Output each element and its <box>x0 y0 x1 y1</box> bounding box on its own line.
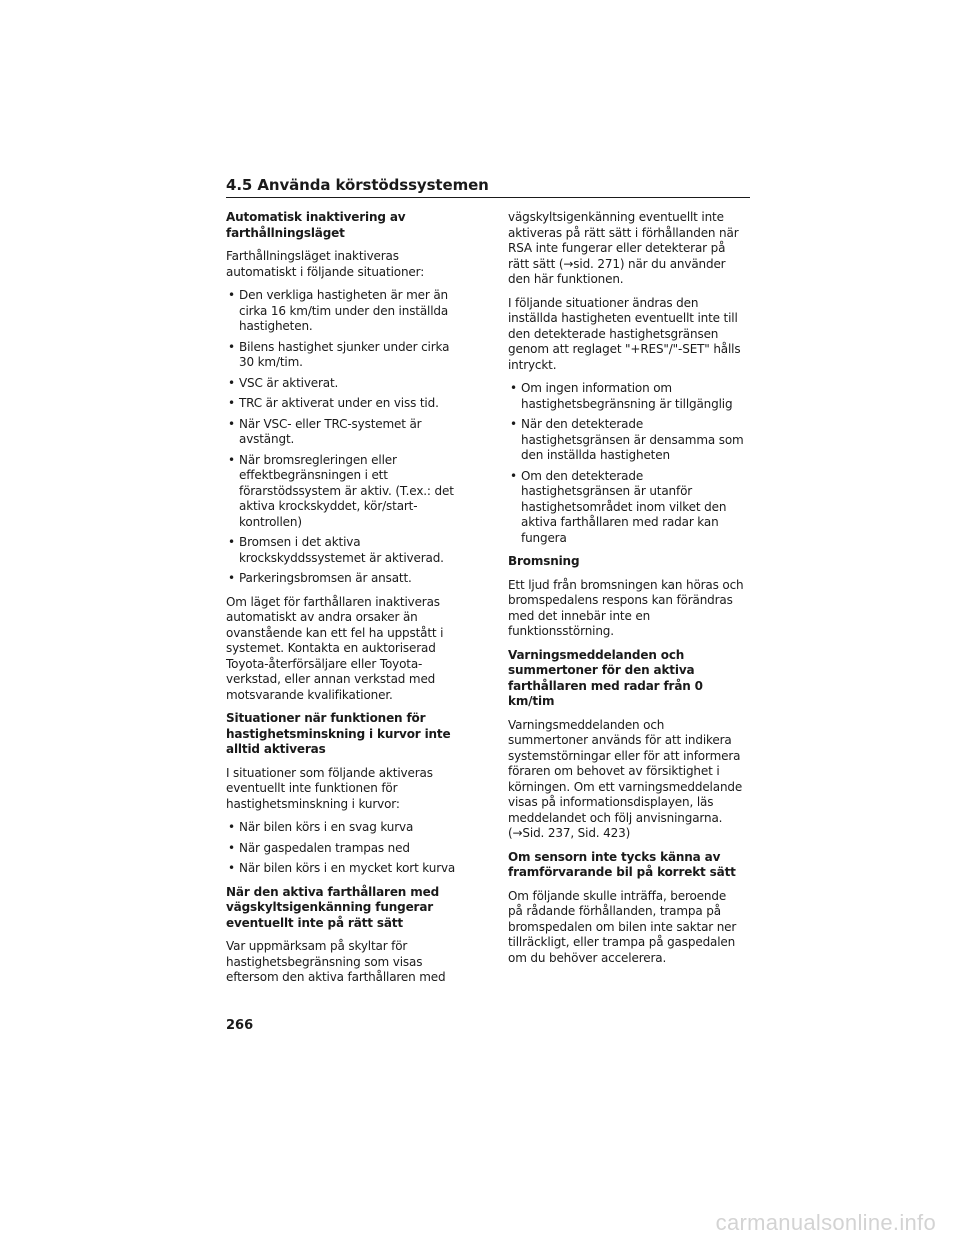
bullet-icon: • <box>228 452 235 467</box>
bullet-icon: • <box>228 288 235 302</box>
list-item <box>226 396 462 412</box>
list-item <box>226 841 462 857</box>
paragraph: Farthållningsläget inaktiveras automatiskt i följande situationer: <box>226 249 425 279</box>
list-item-text: Om ingen information om hastighetsbegränsning är tillgänglig <box>521 381 733 411</box>
list-item-text: När gaspedalen trampas ned <box>239 840 410 855</box>
list-item-text: VSC är aktiverat. <box>239 375 339 390</box>
subsection-heading: Situationer när funktionen för hastighetsminskning i kurvor inte alltid aktiveras <box>226 711 451 756</box>
left-column <box>226 210 462 994</box>
list-item <box>226 820 462 836</box>
list-item <box>226 861 462 877</box>
bullet-icon: • <box>228 535 235 549</box>
list-item <box>226 417 462 448</box>
list-item <box>226 340 462 371</box>
list-item-text: TRC är aktiverat under en viss tid. <box>239 396 439 410</box>
list-item <box>508 469 744 547</box>
list-item <box>508 417 744 464</box>
list-item-text: Bilens hastighet sjunker under cirka 30 km/tim. <box>239 339 450 369</box>
right-column <box>508 210 744 974</box>
list-item <box>226 571 462 587</box>
list-item-text: Bromsen i det aktiva krockskyddssystemet är aktiverad. <box>239 535 444 565</box>
paragraph: Ett ljud från bromsningen kan höras och bromspedalens respons kan förändras med det innebär inte en funktionsstörning. <box>508 577 744 638</box>
bullet-list <box>508 381 744 546</box>
list-item-text: Om den detekterade hastighetsgränsen är utanför hastighetsområdet inom vilket den aktiva farthållaren med radar kan fungera <box>521 468 727 545</box>
bullet-icon: • <box>510 468 517 483</box>
paragraph: vägskyltsigenkänning eventuellt inte aktiveras på rätt sätt i förhållanden när RSA inte fungerar eller detekterar på rätt sätt (→sid. 271) när du använder den här funktionen. <box>508 210 739 286</box>
subsection-heading: Automatisk inaktivering av farthållningsläget <box>226 210 406 240</box>
list-item <box>226 535 462 566</box>
section-header: 4.5 Använda körstödssystemen <box>226 176 750 198</box>
paragraph: Om läget för farthållaren inaktiveras automatiskt av andra orsaker än ovanstående kan ett fel ha uppstått i systemet. Kontakta en auktoriserad Toyota-återförsäljare eller Toyota-verkstad, eller annan verkstad med motsvarande kvalifikationer. <box>226 594 444 702</box>
bullet-icon: • <box>228 840 235 855</box>
list-item-text: När VSC- eller TRC-systemet är avstängt. <box>239 416 422 446</box>
subsection-heading: Bromsning <box>508 554 580 568</box>
paragraph: Var uppmärksam på skyltar för hastighetsbegränsning som visas eftersom den aktiva farthållaren med <box>226 939 446 984</box>
bullet-icon: • <box>228 820 235 834</box>
page-number: 266 <box>226 1018 254 1033</box>
bullet-icon: • <box>228 861 235 875</box>
bullet-icon: • <box>510 381 517 395</box>
list-item <box>226 453 462 531</box>
list-item-text: Den verkliga hastigheten är mer än cirka 16 km/tim under den inställda hastigheten. <box>239 288 449 333</box>
bullet-icon: • <box>228 375 235 390</box>
bullet-icon: • <box>228 416 235 431</box>
bullet-icon: • <box>228 396 235 410</box>
bullet-icon: • <box>228 339 235 354</box>
subsection-heading: När den aktiva farthållaren med vägskyltsigenkänning fungerar eventuellt inte på rätt sätt <box>226 884 440 930</box>
bullet-list <box>226 288 462 587</box>
paragraph: I situationer som följande aktiveras eventuellt inte funktionen för hastighetsminskning i kurvor: <box>226 765 433 811</box>
list-item-text: När bilen körs i en svag kurva <box>239 820 414 834</box>
list-item-text: När den detekterade hastighetsgränsen är densamma som den inställda hastigheten <box>521 417 744 462</box>
list-item <box>508 381 744 412</box>
bullet-list <box>226 820 462 877</box>
list-item-text: När bilen körs i en mycket kort kurva <box>239 861 456 875</box>
list-item <box>226 288 462 335</box>
bullet-icon: • <box>510 417 517 431</box>
paragraph: I följande situationer ändras den inställda hastigheten eventuellt inte till den detekterade hastighetsgränsen genom att reglaget "+RES"/"-SET" hålls intryckt. <box>508 295 741 372</box>
paragraph: Varningsmeddelanden och summertoner används för att indikera systemstörningar eller för att informera föraren om behovet av försiktighet i körningen. Om ett varningsmeddelande visas på informationsdisplayen, läs meddelandet och följ anvisningarna. (→Sid. 237, Sid. 423) <box>508 717 743 840</box>
list-item-text: När bromsregleringen eller effektbegränsningen i ett förarstödssystem är aktiv. (T.ex.: det aktiva krockskyddet, kör/start-kontrollen) <box>239 452 454 529</box>
subsection-heading: Varningsmeddelanden och summertoner för den aktiva farthållaren med radar från 0 km/tim <box>508 647 703 708</box>
list-item <box>226 376 462 392</box>
watermark: carmanualsonline.info <box>715 1210 936 1235</box>
bullet-icon: • <box>228 571 235 585</box>
list-item-text: Parkeringsbromsen är ansatt. <box>239 571 412 585</box>
paragraph: Om följande skulle inträffa, beroende på rådande förhållanden, trampa på bromspedalen om bilen inte saktar ner tillräckligt, eller trampa på gaspedalen om du behöver accelerera. <box>508 888 737 965</box>
subsection-heading: Om sensorn inte tycks känna av framförvarande bil på korrekt sätt <box>508 849 736 879</box>
